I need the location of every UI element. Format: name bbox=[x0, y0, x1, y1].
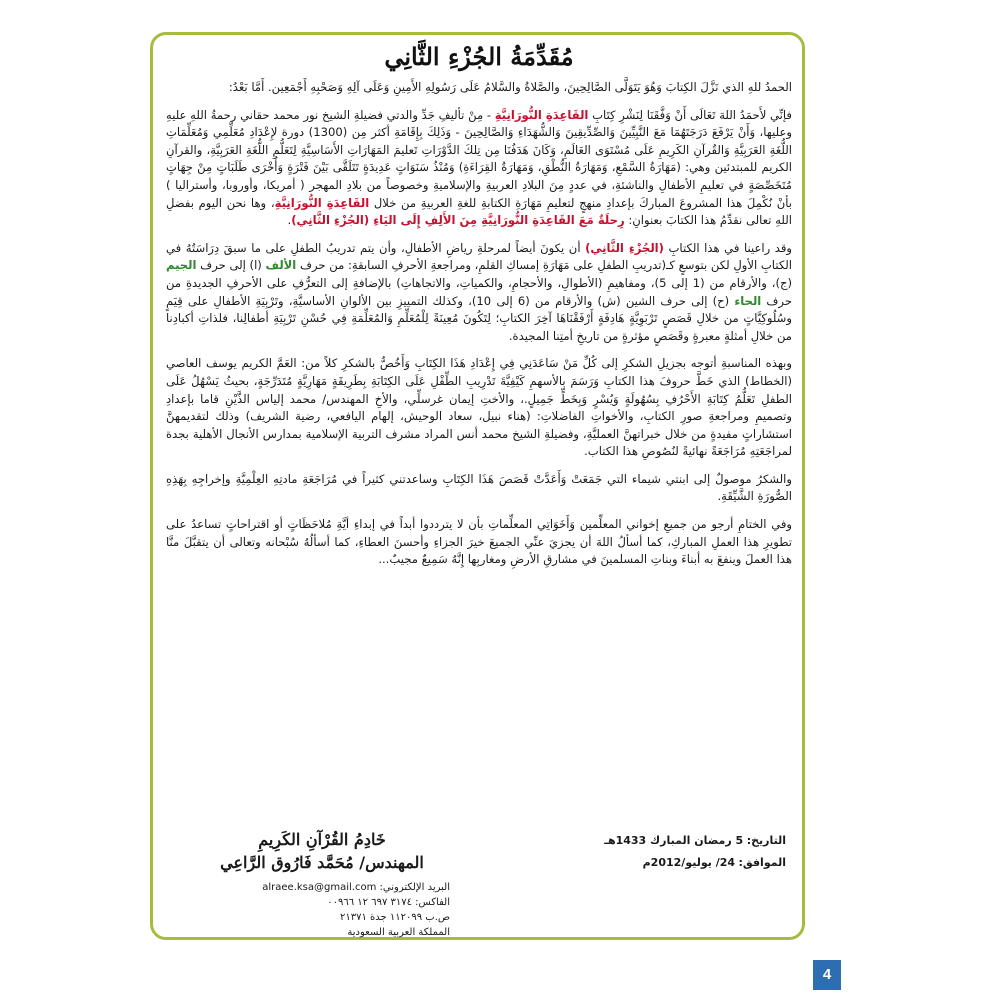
highlighted-text: القَاعِدَةِ النُّورَانِيَّةِ bbox=[494, 107, 589, 122]
text-segment: وقد راعينا في هذا الكتابِ bbox=[663, 240, 793, 255]
highlighted-text: رِحلَةٌ مَعَ القَاعِدَةِ النُّورَانِيَّةِ مِنَ الأَلِفِ إِلَى اليَاءِ (الجُزْءِ الثَّانِي) bbox=[291, 213, 625, 228]
gregorian-date-row bbox=[556, 852, 786, 874]
text-segment: الحمدُ للهِ الذي نَزَّلَ الكِتابَ وَهُوَ يَتَوَلَّى الصَّالِحِينَ، والصَّلاةُ والسَّلامُ عَلَى رَسُولِهِ الأَمِينِ وَعَلَى آلِهِ وَصَحْبِهِ أَجْمَعِين. أَمَّا بَعْدُ: bbox=[228, 80, 792, 94]
email-row bbox=[172, 880, 450, 895]
pobox-line: ص.ب ١١٢٠٩٩ جدة ٢١٣٧١ bbox=[340, 912, 450, 923]
hijri-date-row bbox=[556, 830, 786, 852]
text-segment: ، وها نحن اليوم بفضلِ اللهِ تعالى نقدِّمُ هذا الكتابَ بعنوانِ: bbox=[166, 195, 792, 228]
country-line: المملكة العربية السعودية bbox=[347, 927, 450, 938]
email-address: alraee.ksa@gmail.com bbox=[262, 882, 377, 893]
page-content bbox=[165, 38, 793, 938]
text-segment: (ح) إلى حرف الشين (ش) والأرقام من (6 إلى 10)، وكذلك التمييزِ بين الألوانِ الأساسيَّةِ، وتَرْبِيَةِ الأطفالِ على قِيَمٍ وسُلُوكِيَّاتٍ من خلالِ قَصَصٍ تَرْبَوِيَّةٍ هَادِفَةٍ أَرْفَقْنَاهَا آخِرَ الكتابِ؛ لِتَكُونَ مُعِينَةً لِلْمُعَلِّمِ وَالمُعَلِّمَةِ فِي حُسْنِ تَرْبِيَةِ أطفالِنا، فلذاتِ أكبادِنا من خلالِ أمثلةٍ معبرةٍ وقَصَصٍ مؤثرةٍ من تاريخِ أمتِنا المجيدة. bbox=[166, 293, 792, 343]
hijri-date-value: 5 رمضان المبارك 1433هـ bbox=[604, 834, 744, 847]
date-block bbox=[556, 830, 786, 874]
paragraph bbox=[166, 355, 792, 461]
email-label: البريد الإلكتروني: bbox=[379, 882, 450, 893]
text-segment: والشكرُ موصولٌ إلى ابنتي شيماء التي جَمَعَتْ وَأَعَدَّتْ قَصَصَ هَذَا الكِتَابِ وساعدتني كثيراً في مُرَاجَعَةِ مادتِهِ العِلْمِيَّةِ وإخراجِهِ بِهَذِهِ الصُّورَةِ الشَّيِّقَةِ. bbox=[166, 471, 792, 504]
paragraph bbox=[166, 516, 792, 569]
highlighted-text: الجيم bbox=[165, 258, 197, 273]
highlighted-text: الألف bbox=[265, 258, 297, 273]
signer-block bbox=[172, 830, 472, 940]
highlighted-text: (الجُزْءِ الثَّانِي) bbox=[585, 240, 664, 255]
text-segment: (ا) إلى حرف bbox=[196, 258, 266, 273]
paragraph bbox=[166, 107, 792, 230]
text-segment: أن يكونَ أيضاً لمرحلةِ رياضِ الأطفالِ، وأن يتم تدريبُ الطفلِ على ما سبقَ دِرَاسَتُهُ في الكتابِ الأولِ لكن بتوسعٍ كـ(تدريبِ الطفلِ على مَهَارَةِ إمساكِ القلمِ، ومراجعةِ الأحرفِ السابقةِ: من حرف bbox=[166, 240, 792, 273]
gregorian-date-value: 24/ يوليو/2012م bbox=[642, 856, 736, 869]
text-segment: . bbox=[287, 213, 292, 228]
text-segment: فإنِّي لأَحمَدُ اللهَ تَعَالَى أَنْ وَفَّقَنَا لِنَشْرِ كِتَابِ bbox=[588, 107, 792, 122]
paragraph bbox=[166, 471, 792, 506]
highlighted-text: الحاء bbox=[734, 293, 762, 308]
text-segment: وفي الختامِ أرجو من جميعِ إخواني المعلِّمين وَأَخَوَاتِي المعلِّماتِ بأن لا يترددوا أبداً في إبداءِ أيَّةِ مُلاحَظَاتٍ أو اقتراحاتٍ تساعدُ على تطويرِ هذا العملِ المباركِ، كما أسألُ اللهَ أن يجزيَ عنِّي الجميعَ خيرَ الجزاءِ وأحسنَ العطاءِ، كما أسألُهُ سُبْحانه وتعالى أن يتقبَّلَ منَّا هذا العملَ وينفعَ به أبناءَ وبناتِ المسلمينَ في مشارقِ الأرضِ ومغاربِها إِنَّهُ سَمِيعٌ مجيبٌ... bbox=[166, 517, 792, 567]
intro-text bbox=[166, 79, 792, 569]
paragraph bbox=[166, 240, 792, 346]
signer-title: خَادِمُ القُرْآنِ الكَرِيمِ bbox=[258, 830, 386, 849]
paragraph bbox=[166, 79, 792, 97]
highlighted-text: القَاعِدَةِ النُّورَانِيَّةِ bbox=[274, 195, 370, 210]
text-segment: - مِنْ تأليفِ جَدِّ والدتي فضيلةِ الشيخ نور محمد حقاني رحمةُ اللهِ عليهِ وعليها، وَأَنْ يَرْفَعَ دَرَجَتَهُمَا مَعَ النَّبِيِّينَ وَالصِّدِّيقِينَ وَالشُّهَدَاءِ وَالصَّالِحِينَ - وَذَلِكَ بِإِقَامَةِ أكثر مِن (1300) دورة لإِعْدَادِ مُعَلِّمِي وَمُعَلِّمَاتِ اللُّغَةِ العَرَبِيَّةِ وَالقُرآنِ الكَرِيمِ عَلَى مُسْتَوَى العَالَمِ، وَكَانَ هَدَفُنَا مِن تِلكَ الدَّوْرَاتِ تَعليمَ المَهَارَاتِ الأَسَاسِيَّةِ لِتَعَلُّمِ اللُّغَةِ العَرَبِيَّةِ، والقرآنِ الكريم للمبتدئين وهي: (مَهَارَةُ السَّمْعِ، وَمَهَارَةُ النُّطْقِ، وَمَهَارَةُ القِرَاءَةِ) وَمُنْذُ سَنَوَاتٍ عَدِيدَةٍ تَتَلَقَّى بَيْنَ فَتْرَةٍ وَأُخْرَى طَلَبَاتٍ مِنْ جِهَاتٍ مُتَخَصِّصَةٍ في تعليمِ الأطفالِ والناشئةِ، في عددٍ مِنَ البلادِ العربيةِ والإسلاميةِ وخصوصاً من بلادِ المهجر ( أمريكا، وأوروبا، وأستراليا ) بأنْ نُكْمِلَ هذا المشروعَ المباركَ بإعدادِ منهجٍ لتعليمِ مَهَارَةِ الكتابةِ للغةِ العربيةِ من خلال bbox=[166, 107, 792, 210]
gregorian-date-label: الموافق: bbox=[738, 856, 786, 869]
contact-info bbox=[172, 880, 472, 940]
page-title: مُقَدِّمَةُ الجُزْءِ الثَّانِي bbox=[384, 42, 574, 71]
page-number-badge: 4 bbox=[813, 960, 841, 990]
signature-area bbox=[166, 830, 792, 950]
text-segment: وبهذه المناسبةِ أتوجه بجزيلِ الشكرِ إلى كُلِّ مَنْ سَاعَدَنِي فِي إِعْدَادِ هَذَا الكِتَابِ وَأَخُصُّ بالشكرِ كلاً من: العَمَّ الكريم يوسف العاصي (الخطاط) الذي خَطَّ حروفَ هذا الكتابِ وَرَسَمَ بالأسهمِ كَيْفِيَّةَ تَدْرِيبِ الطِّفْلِ عَلَى الكِتَابَةِ بِطَرِيقَةٍ مَهَارِيَّةٍ مُتَدَرِّجَةٍ، بحيثُ يَسْهُلُ عَلَى الطفلِ تَعَلُّمُ كِتَابَةِ الأَحْرُفِ بِسُهُولَةٍ وَيُسْرٍ وَبِخَطٍّ جَمِيلٍ.، والأختِ إيمان غرسلِّي، والأخِ المهندس/ محمد إلياس الذَّيْنِ قاما بإعدادِ وتصميمِ ومراجعةِ صورِ الكتابِ، والأخواتِ الفاضلاتِ: (هناء نبيل، سعاد الوحيش، إلهام اليافعي، رضية الشريف) وذلك لتقديمهنَّ استشاراتٍ مفيدةٍ من خلال خبراتهنَّ العمليَّةِ، وفضيلةِ الشيخ محمد أنس المراد مشرف التربية الإسلامية بمدارس الأنجال الأهلية بجدة لمراجَعَتِهِ مُرَاجَعَةً نهائيةً لنُصُوصِ هذا الكتاب. bbox=[166, 356, 792, 459]
text-segment: (ج)، والأرقام من (1 إلى 5)، ومفاهيمِ (الأطوالِ، والأحجامِ، والكمياتِ، والاتجاهاتِ) بالإضافةِ إلى التعرُّفِ على الأحرفِ الجديدةِ من حرف bbox=[166, 275, 792, 308]
hijri-date-label: التاريخ: bbox=[746, 834, 786, 847]
fax-line: الفاكس: ٣١٧٤ ٦٩٧ ١٢ ٠٠٩٦٦ bbox=[327, 897, 450, 908]
signer-name: المهندس/ مُحَمَّد فَارُوق الرَّاعِي bbox=[220, 853, 424, 872]
